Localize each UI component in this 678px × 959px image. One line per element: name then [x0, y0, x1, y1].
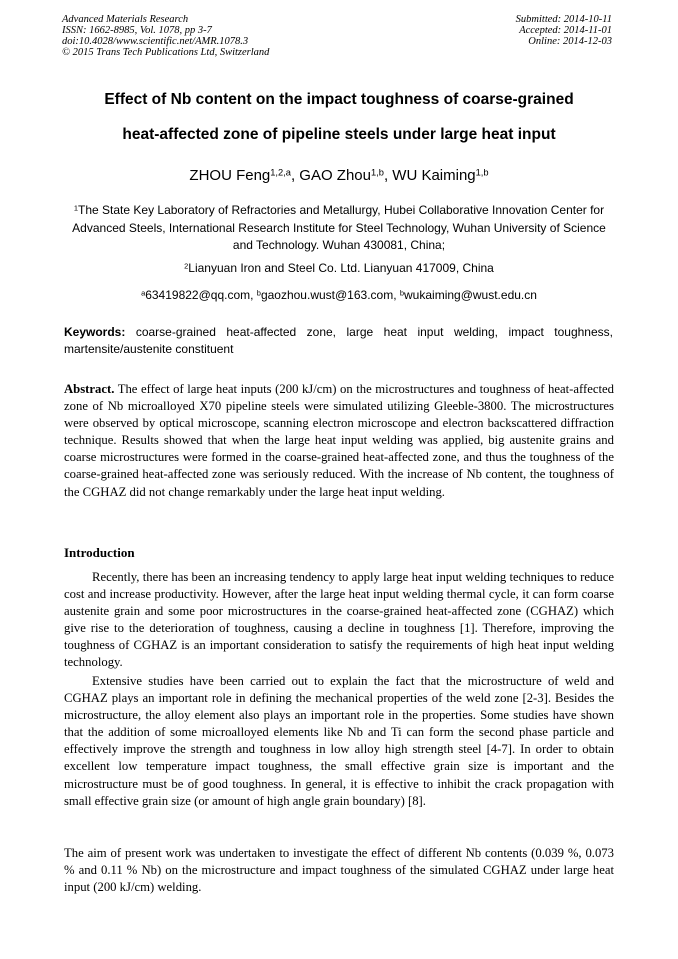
keywords-label: Keywords:: [64, 325, 126, 339]
author-name: ZHOU Feng: [189, 167, 271, 184]
author-emails: [40, 288, 638, 302]
journal-info: [62, 14, 269, 58]
author-separator: ,: [383, 167, 393, 184]
author-separator: ,: [290, 167, 300, 184]
author-affiliation-marker: 1,b: [371, 167, 384, 178]
paper-title-line-1: Effect of Nb content on the impact toughness of coarse-grained: [104, 91, 574, 108]
author-name: WU Kaiming: [392, 167, 476, 184]
journal-name: Advanced Materials Research: [62, 14, 189, 25]
accepted-date: Accepted: 2014-11-01: [519, 25, 612, 36]
intro-paragraph-1: Recently, there has been an increasing tendency to apply large heat input welding techniques to reduce cost and increase productivity. However, after the large heat input welding thermal cycle, it can form coarse austenite grain and some poor microstructures in the coarse-grained heat-affected zone (CGHAZ) which give rise to the deterioration of toughness, causing a decline in toughness [1]. Therefore, improving the toughness of CGHAZ is an important consideration to satisfy the requirements of high heat input welding technology.: [64, 570, 614, 670]
copyright-line: © 2015 Trans Tech Publications Ltd, Switzerland: [62, 47, 270, 58]
publication-dates: [516, 14, 612, 47]
abstract-label: Abstract.: [64, 382, 115, 396]
email-a: 63419822@qq.com,: [145, 288, 257, 302]
affiliation-1: [66, 202, 612, 255]
affiliation-marker: 1: [73, 203, 79, 213]
online-date: Online: 2014-12-03: [528, 36, 612, 47]
doi-line: doi:10.4028/www.scientific.net/AMR.1078.3: [62, 36, 249, 47]
issn-line: ISSN: 1662-8985, Vol. 1078, pp 3-7: [62, 25, 212, 36]
email-marker: b: [399, 288, 405, 298]
author-affiliation-marker: 1,b: [475, 167, 489, 178]
keywords-text: coarse-grained heat-affected zone, large heat input welding, impact toughness, martensite/austenite constituent: [64, 325, 613, 356]
email-marker: b: [256, 288, 261, 298]
email-b2: wukaiming@wust.edu.cn: [404, 288, 537, 302]
author-name: GAO Zhou: [299, 167, 371, 184]
author-list: [40, 167, 638, 184]
intro-paragraph-2: Extensive studies have been carried out to explain the fact that the microstructure of weld and CGHAZ plays an important role in defining the mechanical properties of the weld zone [2-3]. Besides the microstructure, the alloy element also plays an important role in the properties. Some studies have shown that the addition of some microalloyed elements like Nb and Ti can form the second phase particle and effectively improve the strength and toughness in low alloy high strength steel [4-7]. In order to obtain excellent low temperature impact toughness, the small effective grain size is important and the microstructure must be of good toughness. In general, it is effective to inhibit the crack propagation with small effective grain size (or amount of high angle grain boundary) [8].: [64, 674, 614, 808]
section-heading-introduction: Introduction: [64, 545, 135, 560]
affiliation-2: [40, 261, 638, 275]
affiliation-2-text: Lianyuan Iron and Steel Co. Ltd. Lianyuan 417009, China: [188, 261, 494, 275]
intro-paragraph-3: The aim of present work was undertaken to investigate the effect of different Nb contents (0.039 %, 0.073 % and 0.11 % Nb) on the microstructure and impact toughness of the simulated CGHAZ under large heat input (200 kJ/cm) welding.: [64, 846, 614, 895]
email-b1: gaozhou.wust@163.com,: [260, 288, 400, 302]
keywords: [64, 324, 613, 358]
submitted-date: Submitted: 2014-10-11: [515, 14, 612, 25]
affiliation-marker: 2: [184, 261, 189, 271]
abstract: [64, 381, 614, 501]
author-affiliation-marker: 1,2,a: [270, 167, 291, 178]
abstract-text: The effect of large heat inputs (200 kJ/cm) on the microstructures and toughness of heat-affected zone of Nb microalloyed X70 pipeline steels were simulated utilizing Gleeble-3800. The microstructures were observed by optical microscope, scanning electron microscope and electron backscattered diffraction technique. Results showed that when the large heat input welding was applied, big austenite grains and coarse microstructures were formed in the coarse-grained heat-affected zone, and thus the toughness of the coarse-grained heat-affected zone was seriously reduced. With the increase of Nb content, the toughness of the CGHAZ did not change remarkably under the large heat input welding.: [64, 382, 614, 499]
paper-title-line-2: heat-affected zone of pipeline steels under large heat input: [122, 126, 556, 143]
email-marker: a: [141, 288, 146, 298]
affiliation-1-text: The State Key Laboratory of Refractories and Metallurgy, Hubei Collaborative Innovation Center for Advanced Steels, International Research Institute for Steel Technology, Wuhan University of Science and Technology. Wuhan 430081, China;: [72, 203, 606, 252]
